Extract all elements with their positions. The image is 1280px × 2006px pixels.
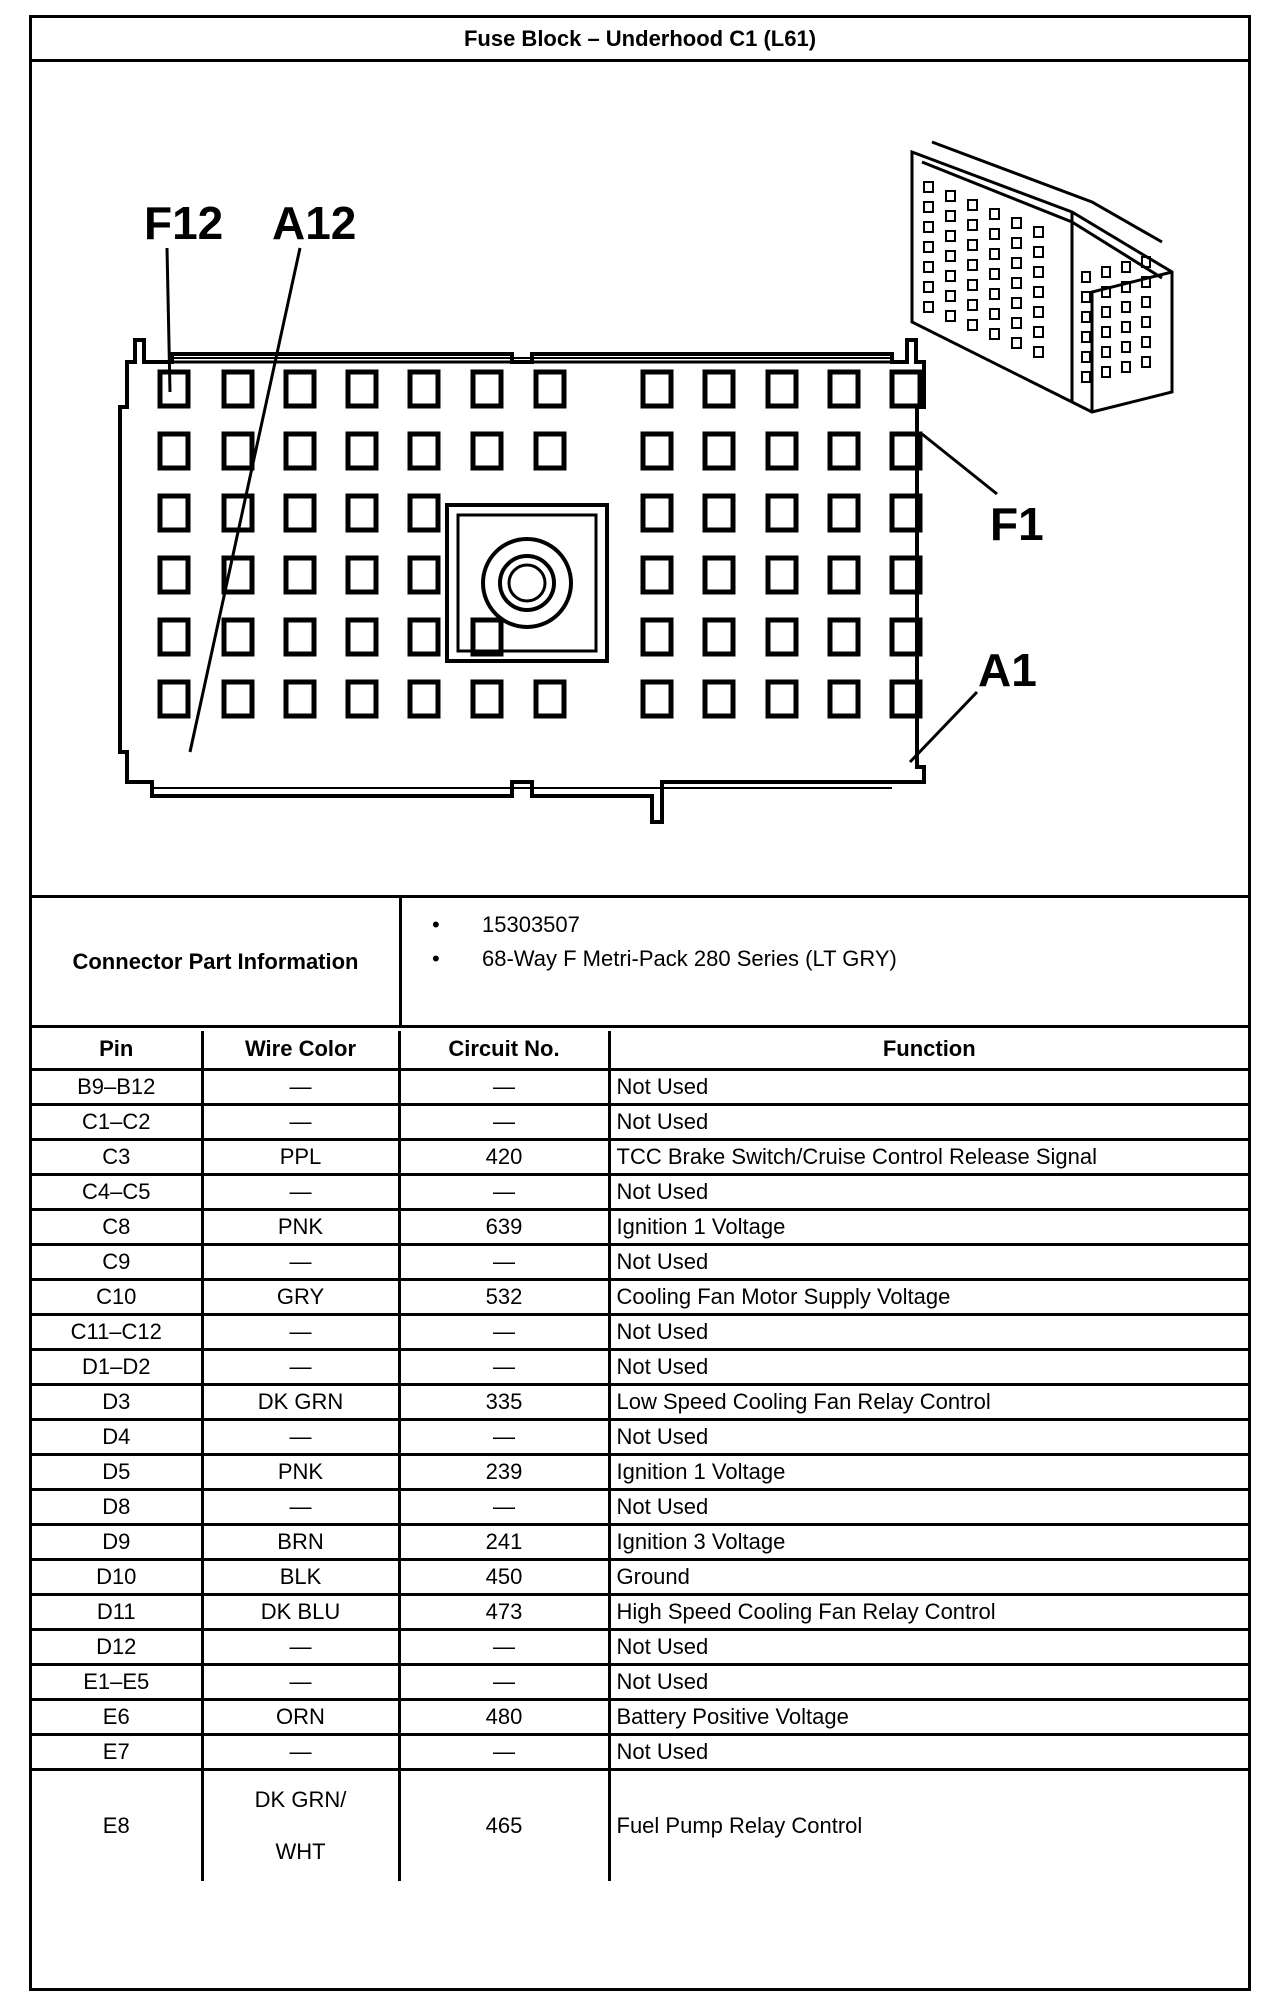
wire-color-cell: BLK [202,1559,399,1594]
pin-cavity [286,496,314,530]
table-row [32,1489,1248,1524]
table-row [32,1349,1248,1384]
table-row [32,1769,1248,1881]
pin-cavity [160,558,188,592]
pin-cell: C9 [32,1244,202,1279]
pin-cavity [643,372,671,406]
table-row [32,1524,1248,1559]
thumbnail-cavity [1034,347,1043,357]
thumbnail-cavity [924,302,933,312]
thumbnail-cavity [990,229,999,239]
function-cell: High Speed Cooling Fan Relay Control [609,1594,1248,1629]
circuit-cell: — [399,1489,609,1524]
callout-a1: A1 [978,644,1037,696]
pin-cell: C10 [32,1279,202,1314]
pin-cavity [705,620,733,654]
pin-cavity [643,558,671,592]
wire-color-cell: PPL [202,1139,399,1174]
wire-color-cell: — [202,1349,399,1384]
pin-cavity [830,434,858,468]
pin-cell: C1–C2 [32,1104,202,1139]
thumbnail-cavity [1082,292,1090,302]
function-cell: Not Used [609,1314,1248,1349]
pin-table [32,1031,1248,1881]
header-function: Function [609,1031,1248,1069]
wire-color-cell: — [202,1629,399,1664]
pin-cell: E6 [32,1699,202,1734]
pin-cavity [830,496,858,530]
header-pin: Pin [32,1031,202,1069]
circuit-cell: 335 [399,1384,609,1419]
pin-cavity [348,372,376,406]
thumbnail-cavity [990,329,999,339]
thumbnail-cavity [1122,342,1130,352]
thumbnail-cavity [1012,218,1021,228]
pin-cavity [224,372,252,406]
function-cell: TCC Brake Switch/Cruise Control Release Signal [609,1139,1248,1174]
thumbnail-cavity [990,289,999,299]
wire-color-cell: PNK [202,1454,399,1489]
thumbnail-cavity [968,220,977,230]
circuit-cell: 639 [399,1209,609,1244]
pin-cavity [160,434,188,468]
thumbnail-cavity [990,269,999,279]
table-row [32,1244,1248,1279]
wire-color-cell: — [202,1419,399,1454]
pin-cavity [160,496,188,530]
table-row [32,1699,1248,1734]
pin-cavity [410,372,438,406]
pin-cavity [643,682,671,716]
thumbnail-cavity [968,200,977,210]
wire-color-cell: ORN [202,1699,399,1734]
connector-part-info [32,898,1248,1028]
pin-cell: D3 [32,1384,202,1419]
thumbnail-cavity [946,251,955,261]
table-row [32,1139,1248,1174]
wire-color-cell: DK GRN [202,1384,399,1419]
callout-a12: A12 [272,197,357,249]
connector-diagram [32,62,1248,898]
pin-cavity [224,682,252,716]
circuit-cell: — [399,1244,609,1279]
pin-cell: E8 [32,1769,202,1881]
pin-cavity [768,496,796,530]
thumbnail-cavity [1122,322,1130,332]
pin-cavity [768,372,796,406]
function-cell: Fuel Pump Relay Control [609,1769,1248,1881]
thumbnail-cavity [924,242,933,252]
pin-cavity [348,558,376,592]
connector-3d-thumbnail [912,142,1172,412]
wire-color-cell: — [202,1244,399,1279]
thumbnail-cavity [968,300,977,310]
table-row [32,1384,1248,1419]
circuit-cell: 450 [399,1559,609,1594]
callout-f1: F1 [990,498,1044,550]
pin-cell: D9 [32,1524,202,1559]
wire-color-cell: BRN [202,1524,399,1559]
part-info-list [402,898,897,976]
connector-body [120,340,924,822]
pin-cavity [768,434,796,468]
pin-cavity [348,620,376,654]
pin-cavity [286,620,314,654]
pin-table-header [32,1031,1248,1069]
part-number: • 15303507 [482,908,897,942]
thumbnail-cavity [946,311,955,321]
pin-cavity [536,372,564,406]
thumbnail-cavity [1122,302,1130,312]
function-cell: Not Used [609,1734,1248,1769]
thumbnail-cavity [1102,327,1110,337]
function-cell: Not Used [609,1664,1248,1699]
pin-cavity [473,372,501,406]
thumbnail-cavity [968,320,977,330]
pin-cell: D11 [32,1594,202,1629]
pin-cavity [705,496,733,530]
pin-cavity [768,682,796,716]
thumbnail-cavity [1102,307,1110,317]
pin-cavities [160,372,920,716]
circuit-cell: — [399,1349,609,1384]
circuit-cell: — [399,1734,609,1769]
thumbnail-cavity [1142,357,1150,367]
wire-color-cell: — [202,1314,399,1349]
pin-cavity [473,434,501,468]
thumbnail-cavity [924,222,933,232]
connector-sheet [29,15,1251,1991]
thumbnail-cavity [968,240,977,250]
table-row [32,1069,1248,1104]
wire-color-cell: PNK [202,1209,399,1244]
pin-cavity [224,434,252,468]
thumbnail-cavity [990,309,999,319]
wire-color-cell: — [202,1069,399,1104]
function-cell: Ignition 1 Voltage [609,1209,1248,1244]
circuit-cell: — [399,1174,609,1209]
header-circuit-no: Circuit No. [399,1031,609,1069]
function-cell: Not Used [609,1629,1248,1664]
pin-cell: C8 [32,1209,202,1244]
pin-cavity [160,682,188,716]
circuit-cell: — [399,1629,609,1664]
part-info-label: Connector Part Information [32,898,402,1025]
thumbnail-cavity [924,282,933,292]
thumbnail-cavity [990,249,999,259]
pin-cavity [160,620,188,654]
thumbnail-cavity [1122,262,1130,272]
pin-cell: E1–E5 [32,1664,202,1699]
pin-cavity [410,496,438,530]
thumbnail-cavity [1034,327,1043,337]
pin-cell: D10 [32,1559,202,1594]
circuit-cell: 241 [399,1524,609,1559]
circuit-cell: — [399,1314,609,1349]
wire-color-cell: DK BLU [202,1594,399,1629]
circuit-cell: 465 [399,1769,609,1881]
function-cell: Not Used [609,1104,1248,1139]
table-row [32,1104,1248,1139]
circuit-cell: 473 [399,1594,609,1629]
pin-cavity [286,372,314,406]
thumbnail-cavity [1034,267,1043,277]
function-cell: Low Speed Cooling Fan Relay Control [609,1384,1248,1419]
pin-cavity [224,496,252,530]
pin-cavity [705,558,733,592]
table-row [32,1594,1248,1629]
pin-cavity [348,434,376,468]
circuit-cell: 532 [399,1279,609,1314]
function-cell: Cooling Fan Motor Supply Voltage [609,1279,1248,1314]
page-title: Fuse Block – Underhood C1 (L61) [32,18,1248,62]
circuit-cell: — [399,1069,609,1104]
function-cell: Not Used [609,1349,1248,1384]
pin-cavity [160,372,188,406]
pin-cell: C11–C12 [32,1314,202,1349]
pin-cavity [830,372,858,406]
function-cell: Not Used [609,1244,1248,1279]
pin-cell: B9–B12 [32,1069,202,1104]
pin-cell: D4 [32,1419,202,1454]
thumbnail-cavity [946,211,955,221]
wire-color-cell: — [202,1489,399,1524]
wire-color-cell: — [202,1104,399,1139]
function-cell: Battery Positive Voltage [609,1699,1248,1734]
pin-cavity [410,682,438,716]
thumbnail-cavity [1102,347,1110,357]
thumbnail-cavity [1102,267,1110,277]
thumbnail-cavity [924,182,933,192]
thumbnail-cavity [1102,367,1110,377]
circuit-cell: 239 [399,1454,609,1489]
pin-cavity [473,682,501,716]
circuit-cell: — [399,1664,609,1699]
pin-cavity [705,682,733,716]
table-row [32,1209,1248,1244]
wire-color-cell: GRY [202,1279,399,1314]
table-row [32,1454,1248,1489]
function-cell: Not Used [609,1489,1248,1524]
thumbnail-cavity [1012,258,1021,268]
function-cell: Not Used [609,1174,1248,1209]
pin-cavity [410,558,438,592]
pin-cavity [536,682,564,716]
table-row [32,1629,1248,1664]
pin-cavity [348,496,376,530]
pin-cavity [830,682,858,716]
thumbnail-cavity [1122,362,1130,372]
circuit-cell: — [399,1104,609,1139]
pin-cell: C4–C5 [32,1174,202,1209]
thumbnail-cavity [1082,332,1090,342]
thumbnail-cavity [1012,298,1021,308]
table-row [32,1279,1248,1314]
thumbnail-cavity [1142,297,1150,307]
function-cell: Ground [609,1559,1248,1594]
wire-color-cell: — [202,1734,399,1769]
thumbnail-cavity [946,271,955,281]
thumbnail-cavity [1142,337,1150,347]
pin-cell: C3 [32,1139,202,1174]
thumbnail-cavity [1012,238,1021,248]
table-row [32,1734,1248,1769]
thumbnail-cavity [968,260,977,270]
pin-cavity [768,558,796,592]
pin-cavity [286,434,314,468]
pin-cavity [410,620,438,654]
pin-cell: D1–D2 [32,1349,202,1384]
table-row [32,1314,1248,1349]
pin-cavity [830,620,858,654]
thumbnail-cavity [946,291,955,301]
table-row [32,1559,1248,1594]
thumbnail-cavity [1034,247,1043,257]
callout-f12: F12 [144,197,224,249]
wire-color-cell: — [202,1174,399,1209]
thumbnail-cavity [1034,227,1043,237]
thumbnail-cavity [1142,317,1150,327]
connector-face-svg [32,62,1248,898]
pin-cavity [705,434,733,468]
circuit-cell: 480 [399,1699,609,1734]
thumbnail-cavity [1012,278,1021,288]
pin-cavity [536,434,564,468]
pin-cell: D8 [32,1489,202,1524]
pin-cavity [286,682,314,716]
pin-cell: E7 [32,1734,202,1769]
thumbnail-cavity [1082,352,1090,362]
function-cell: Not Used [609,1069,1248,1104]
thumbnail-cavity [946,231,955,241]
table-row [32,1174,1248,1209]
function-cell: Ignition 1 Voltage [609,1454,1248,1489]
wire-color-cell: — [202,1664,399,1699]
pin-cavity [473,620,501,654]
thumbnail-cavity [1034,307,1043,317]
table-row [32,1419,1248,1454]
pin-cavity [286,558,314,592]
pin-cavity [410,434,438,468]
pin-cavity [224,620,252,654]
thumbnail-cavity [924,202,933,212]
pin-cavity [643,620,671,654]
thumbnail-cavity [1082,272,1090,282]
circuit-cell: 420 [399,1139,609,1174]
table-row [32,1664,1248,1699]
thumbnail-cavities [924,182,1150,382]
pin-cavity [830,558,858,592]
pin-cavity [348,682,376,716]
pin-cavity [643,496,671,530]
pin-cavity [705,372,733,406]
pin-cavity [892,372,920,406]
pin-cavity [643,434,671,468]
function-cell: Ignition 3 Voltage [609,1524,1248,1559]
pin-cell: D12 [32,1629,202,1664]
thumbnail-cavity [924,262,933,272]
pin-cell: D5 [32,1454,202,1489]
part-description: • 68-Way F Metri-Pack 280 Series (LT GRY) [482,942,897,976]
thumbnail-cavity [946,191,955,201]
pin-cavity [768,620,796,654]
wire-color-cell: DK GRN/ WHT [202,1769,399,1881]
thumbnail-cavity [1034,287,1043,297]
thumbnail-cavity [968,280,977,290]
circuit-cell: — [399,1419,609,1454]
function-cell: Not Used [609,1419,1248,1454]
thumbnail-cavity [1082,372,1090,382]
thumbnail-cavity [1082,312,1090,322]
header-wire-color: Wire Color [202,1031,399,1069]
thumbnail-cavity [1012,338,1021,348]
thumbnail-cavity [1012,318,1021,328]
thumbnail-cavity [990,209,999,219]
